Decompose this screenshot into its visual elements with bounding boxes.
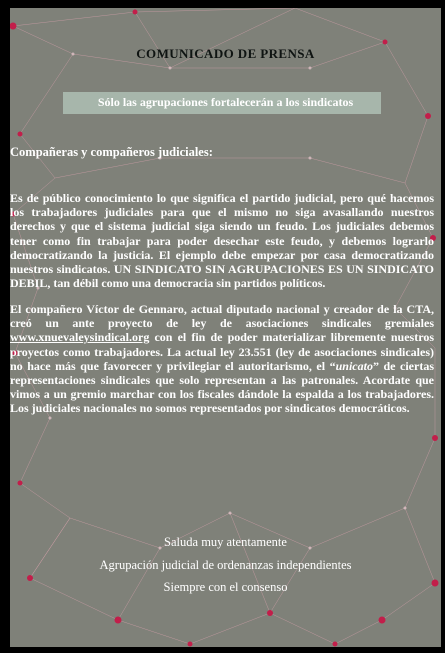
paragraph-2 [10,302,434,416]
paragraph-1: Es de público conocimiento lo que significa el partido judicial, pero qué hacemos los trabajadores judiciales para que el mismo no siga avasallando nuestros derechos y que el sistema judicial siga siendo un feudo. Los judiciales debemos tener como fin trabajar para poder desechar este feudo, y debemos lograrlo democratizando la justicia. El ejemplo debe empezar por casa democratizando nuestros sindicatos. UN SINDICATO SIN AGRUPACIONES ES UN SINDICATO DEBIL, tan débil como una democracia sin partidos políticos. [10,191,434,291]
paragraph-2-text-c: ” de ciertas representaciones sindicales que solo representan a las patronales. Acordate que vimos a un gremio marchar con los fiscales dándole la espalda a los trabajadores. Los judiciales nacionales no somos representados por sindicatos democráticos. [10,358,434,416]
closing-line-2: Agrupación judicial de ordenanzas independientes [99,558,352,572]
paragraph-2-text-b: con el fin de poder materializar libremente nuestros proyectos como trabajadores. La actual ley 23.551 (ley de asociaciones sindicales) no hace más que favorecer y privilegiar el autoritarismo, el “ [10,330,434,373]
salutation: Compañeras y compañeros judiciales: [10,145,213,159]
closing-line-3: Siempre con el consenso [163,580,288,594]
closing-line-1: Saluda muy atentamente [164,535,287,549]
document-title: COMUNICADO DE PRENSA [136,46,315,61]
italic-term: unicato [335,358,373,373]
website-link[interactable]: www.xnuevaleysindical.org [10,330,150,345]
document-content [10,8,441,647]
document-subtitle: Sólo las agrupaciones fortalecerán a los sindicatos [97,95,354,109]
paragraph-2-text-a: El compañero Víctor de Gennaro, actual diputado nacional y creador de la CTA, creó un ante proyecto de ley de asociaciones sindicales gremiales [10,302,434,331]
